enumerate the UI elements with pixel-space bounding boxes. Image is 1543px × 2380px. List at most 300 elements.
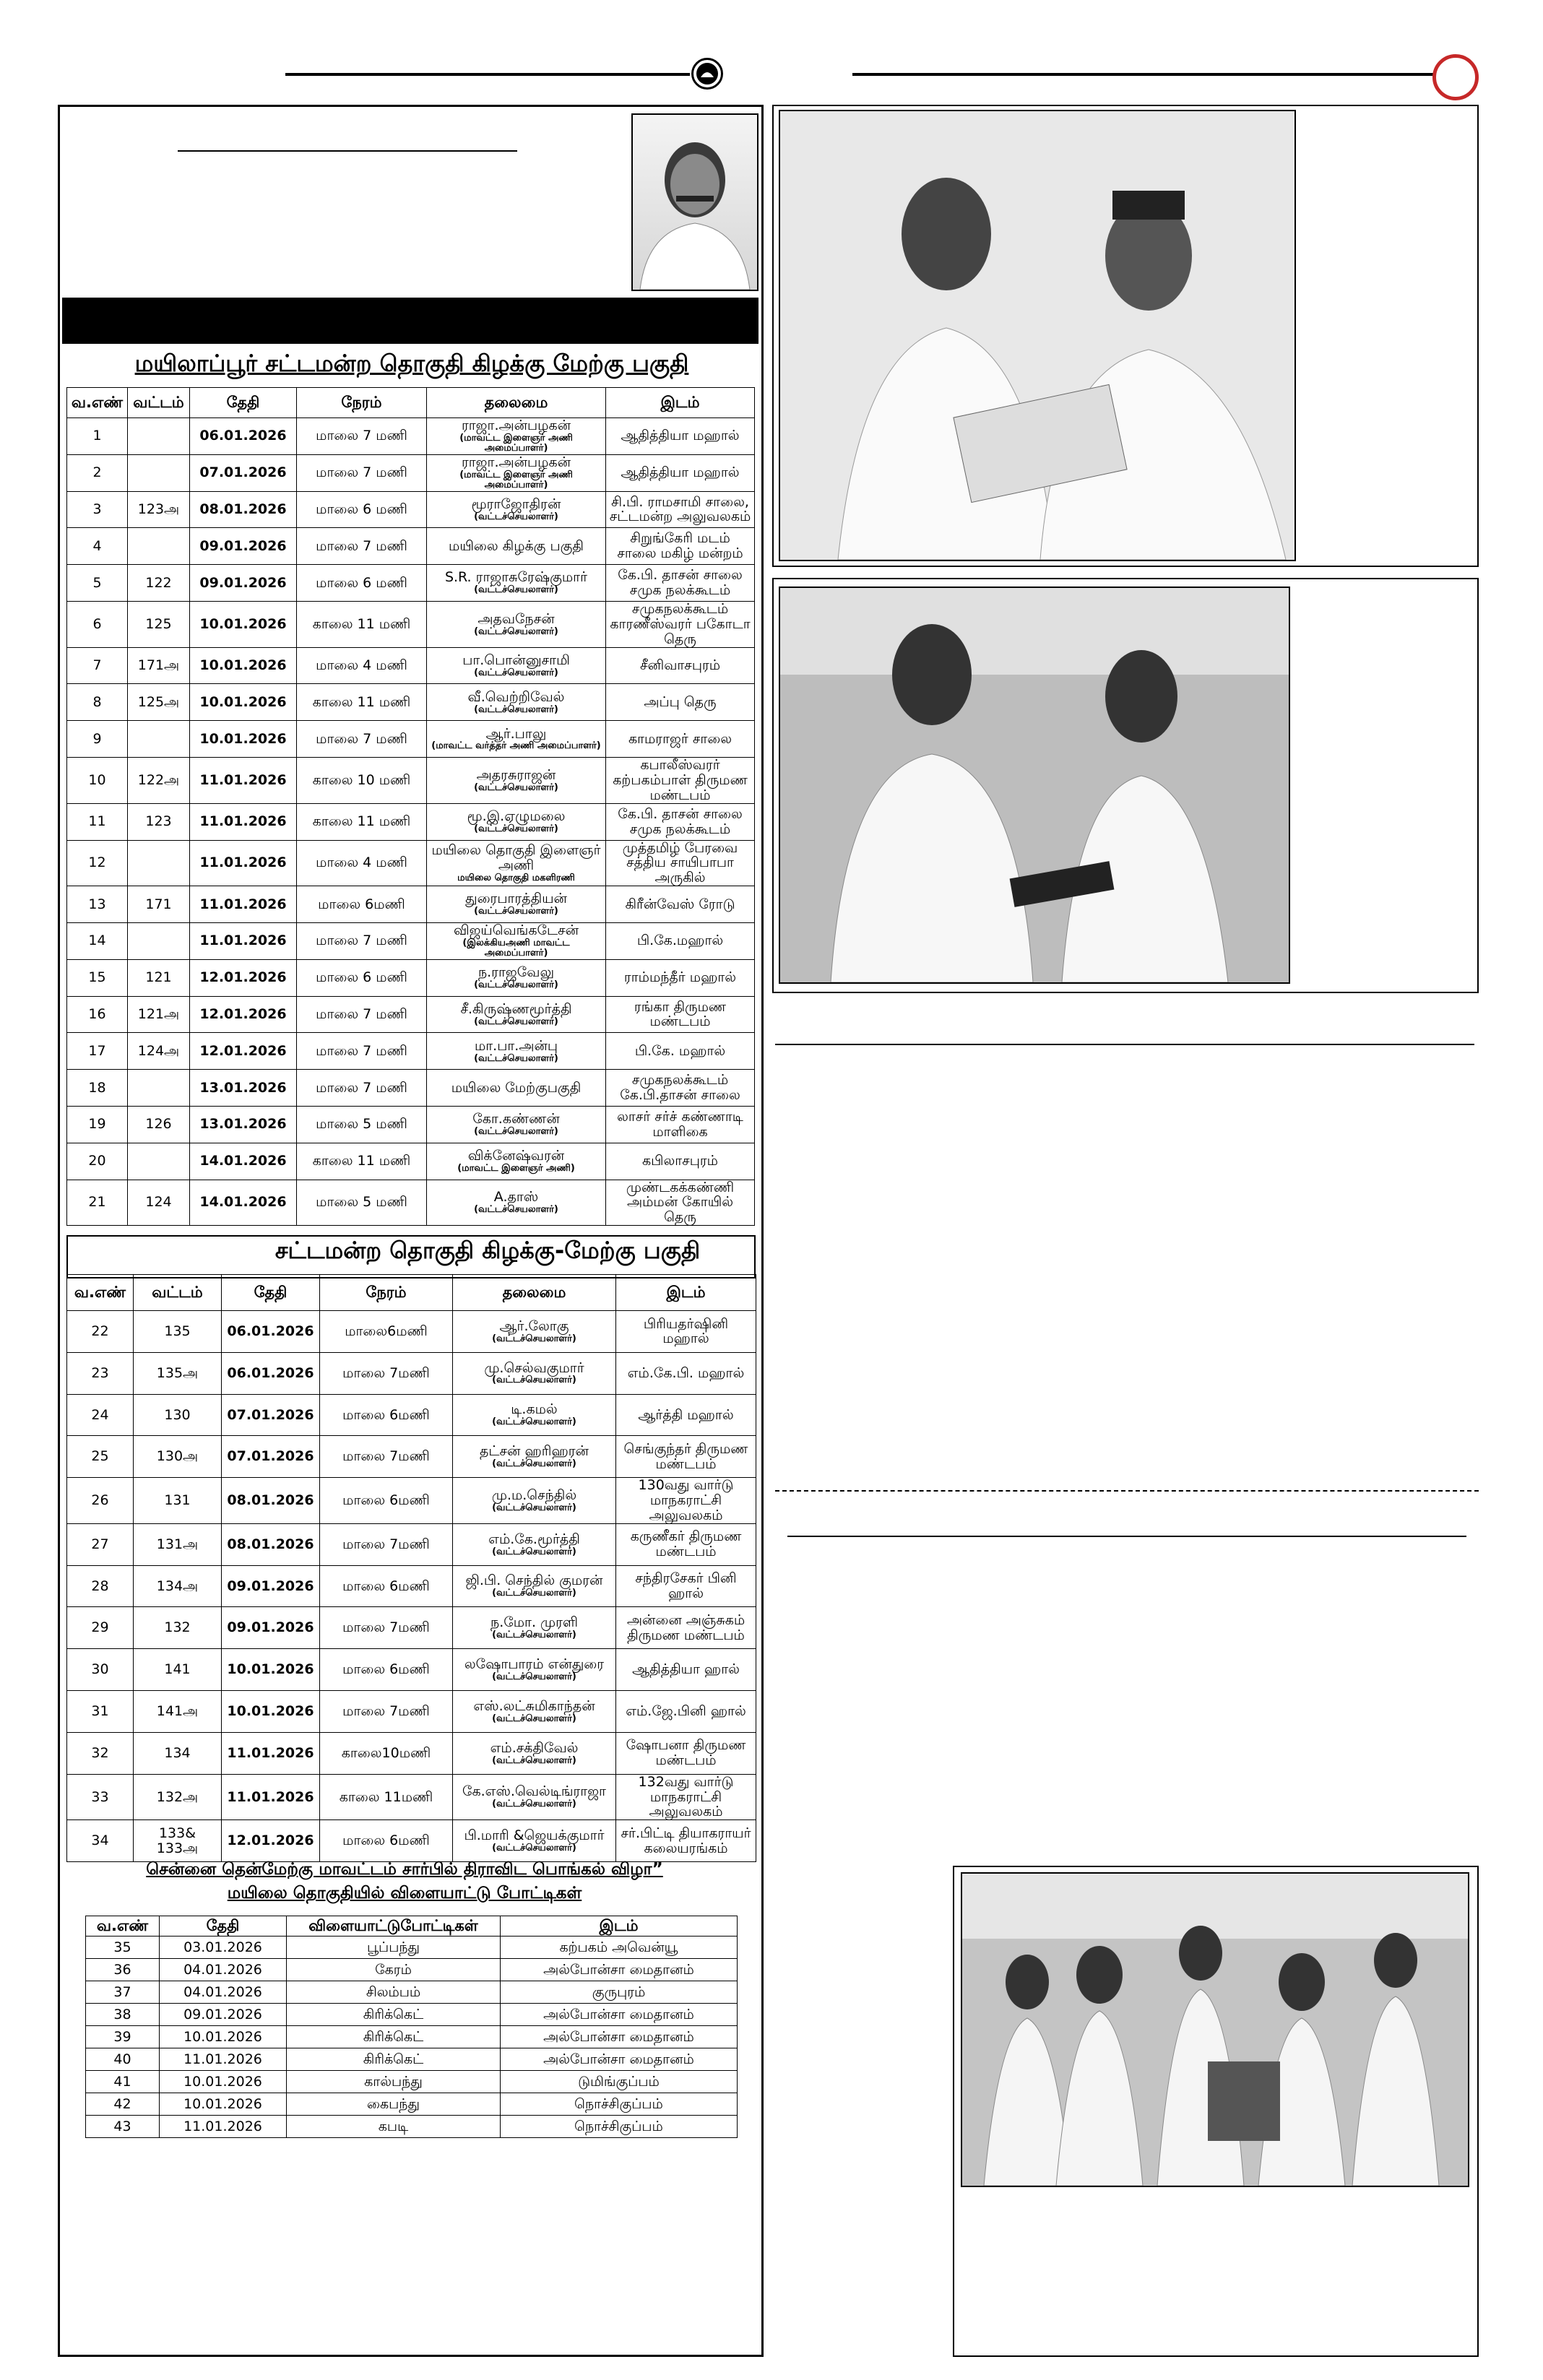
venue-cell: ஷோபனா திருமண மண்டபம் bbox=[616, 1732, 756, 1774]
sport-cell: கேரம் bbox=[287, 1959, 501, 1981]
row-number: 27 bbox=[67, 1523, 134, 1565]
table-row bbox=[67, 922, 755, 959]
chair-role: (வட்டச்செயலாளர்) bbox=[474, 979, 558, 990]
chair-role: (வட்டச்செயலாளர்) bbox=[492, 1671, 576, 1682]
time-cell: மாலை 7 மணி bbox=[297, 1033, 427, 1070]
row-number: 43 bbox=[86, 2116, 160, 2138]
chair-role: (வட்டச்செயலாளர்) bbox=[492, 1588, 576, 1599]
table-row bbox=[86, 2071, 738, 2093]
chair-cell bbox=[453, 1649, 616, 1691]
date-cell: 13.01.2026 bbox=[190, 1070, 297, 1107]
date-cell: 10.01.2026 bbox=[190, 721, 297, 758]
chair-role: (வட்டச்செயலாளர்) bbox=[474, 823, 558, 834]
time-cell: மாலை 7 மணி bbox=[297, 922, 427, 959]
venue-cell: காமராஜர் சாலை bbox=[606, 721, 755, 758]
time-cell: மாலை 6 மணி bbox=[297, 565, 427, 602]
photo-award-presentation bbox=[779, 110, 1296, 561]
schedule-table-2 bbox=[66, 1274, 756, 1862]
ward-cell: 122அ bbox=[128, 758, 190, 804]
time-cell: காலை 11 மணி bbox=[297, 684, 427, 721]
date-cell: 11.01.2026 bbox=[190, 922, 297, 959]
venue-cell: அல்போன்சா மைதானம் bbox=[501, 2004, 738, 2026]
chair-name: தட்சன் ஹரிஹரன் bbox=[480, 1443, 589, 1460]
table-row bbox=[67, 647, 755, 684]
row-number: 1 bbox=[67, 418, 128, 455]
date-cell: 03.01.2026 bbox=[160, 1937, 287, 1959]
time-cell: மாலை 6மணி bbox=[320, 1478, 453, 1524]
chair-role: (வட்டச்செயலாளர்) bbox=[492, 1416, 576, 1428]
venue-cell: அப்பு தெரு bbox=[606, 684, 755, 721]
chair-name: லஷோபாரம் என்துரை bbox=[464, 1656, 605, 1673]
ward-cell: 130 bbox=[134, 1394, 222, 1436]
time-cell: மாலை 5 மணி bbox=[297, 1180, 427, 1226]
chair-name: ந.மோ. முரளி bbox=[490, 1614, 578, 1631]
ward-cell bbox=[128, 721, 190, 758]
table-row bbox=[67, 1070, 755, 1107]
ward-cell: 131 bbox=[134, 1478, 222, 1524]
venue-cell: கிரீன்வேஸ் ரோடு bbox=[606, 886, 755, 923]
date-cell: 09.01.2026 bbox=[222, 1607, 320, 1649]
date-cell: 12.01.2026 bbox=[222, 1820, 320, 1862]
table-row bbox=[67, 1523, 756, 1565]
time-cell: மாலை 6 மணி bbox=[297, 491, 427, 528]
time-cell: மாலை 7 மணி bbox=[297, 996, 427, 1033]
table-row bbox=[86, 2004, 738, 2026]
time-cell: மாலை 7 மணி bbox=[297, 528, 427, 565]
time-cell: மாலை 5 மணி bbox=[297, 1106, 427, 1143]
chair-name: பா.பொன்னுசாமி bbox=[462, 652, 570, 668]
ward-cell: 125 bbox=[128, 601, 190, 647]
column-header: இடம் bbox=[606, 388, 755, 418]
time-cell: மாலை 7 மணி bbox=[297, 418, 427, 455]
date-cell: 11.01.2026 bbox=[160, 2048, 287, 2071]
sports-table bbox=[85, 1916, 738, 2138]
chair-cell bbox=[453, 1691, 616, 1733]
chair-cell bbox=[453, 1732, 616, 1774]
page-number-circle bbox=[1432, 54, 1479, 100]
chair-name: மயிலை மேற்குபகுதி bbox=[451, 1079, 582, 1096]
chair-role: (மாவட்ட வர்த்தர் அணி அமைப்பாளர்) bbox=[431, 740, 601, 752]
venue-cell: ஆர்த்தி மஹால் bbox=[616, 1394, 756, 1436]
date-cell: 10.01.2026 bbox=[160, 2071, 287, 2093]
date-cell: 10.01.2026 bbox=[190, 601, 297, 647]
table-row bbox=[67, 1478, 756, 1524]
venue-cell: ரங்கா திருமண மண்டபம் bbox=[606, 996, 755, 1033]
row-number: 16 bbox=[67, 996, 128, 1033]
right-rule-dashed bbox=[775, 1490, 1479, 1492]
venue-cell: கே.பி. தாசன் சாலை சமுக நலக்கூடம் bbox=[606, 803, 755, 840]
table-row bbox=[67, 1033, 755, 1070]
time-cell: காலை 11 மணி bbox=[297, 601, 427, 647]
ward-cell: 132அ bbox=[134, 1774, 222, 1820]
venue-cell: பி.கே.மஹால் bbox=[606, 922, 755, 959]
row-number: 28 bbox=[67, 1565, 134, 1607]
ward-cell: 171 bbox=[128, 886, 190, 923]
ward-cell: 123 bbox=[128, 803, 190, 840]
venue-cell: சமுகநலக்கூடம் கே.பி.தாசன் சாலை bbox=[606, 1070, 755, 1107]
chair-cell bbox=[453, 1352, 616, 1394]
photo-group-gift bbox=[961, 1872, 1469, 2187]
column-header: வ.எண் bbox=[67, 388, 128, 418]
row-number: 39 bbox=[86, 2026, 160, 2048]
venue-cell: 130வது வார்டு மாநகராட்சி அலுவலகம் bbox=[616, 1478, 756, 1524]
ward-cell: 133& 133அ bbox=[134, 1820, 222, 1862]
venue-cell: நொச்சிகுப்பம் bbox=[501, 2116, 738, 2138]
row-number: 4 bbox=[67, 528, 128, 565]
row-number: 40 bbox=[86, 2048, 160, 2071]
chair-name: ஆர்.லோகு bbox=[499, 1317, 569, 1334]
date-cell: 12.01.2026 bbox=[190, 1033, 297, 1070]
ward-cell bbox=[128, 840, 190, 886]
date-cell: 06.01.2026 bbox=[222, 1352, 320, 1394]
venue-cell: சர்.பிட்டி தியாகராயர் கலையரங்கம் bbox=[616, 1820, 756, 1862]
row-number: 3 bbox=[67, 491, 128, 528]
party-emblem-icon bbox=[691, 58, 723, 90]
chair-role: (வட்டச்செயலாளர்) bbox=[492, 1375, 576, 1386]
chair-name: S.R. ராஜாசுரேஷ்குமார் bbox=[444, 569, 588, 586]
date-cell: 08.01.2026 bbox=[222, 1478, 320, 1524]
date-cell: 12.01.2026 bbox=[190, 996, 297, 1033]
chair-name: வீ.வெற்றிவேல் bbox=[467, 688, 565, 705]
chair-role: (வட்டச்செயலாளர்) bbox=[492, 1502, 576, 1513]
chair-cell bbox=[427, 1070, 606, 1107]
chair-name: கே.எஸ்.வெல்டிங்ராஜா bbox=[462, 1783, 606, 1800]
table-row bbox=[67, 1180, 755, 1226]
chair-role: (வட்டச்செயலாளர்) bbox=[474, 1052, 558, 1064]
chair-cell bbox=[427, 647, 606, 684]
ward-cell: 131அ bbox=[134, 1523, 222, 1565]
ward-cell bbox=[128, 1070, 190, 1107]
time-cell: மாலை 6மணி bbox=[320, 1394, 453, 1436]
table-row bbox=[67, 840, 755, 886]
ward-cell: 123அ bbox=[128, 491, 190, 528]
time-cell: காலை 11 மணி bbox=[297, 803, 427, 840]
chair-name: ஜி.பி. செந்தில் குமரன் bbox=[465, 1572, 603, 1589]
chair-role: (மாவட்ட இளைஞர் அணி அமைப்பாளர்) bbox=[459, 469, 573, 491]
column-header: இடம் bbox=[501, 1916, 738, 1937]
ward-cell: 132 bbox=[134, 1607, 222, 1649]
chair-role: (வட்டச்செயலாளர்) bbox=[492, 1458, 576, 1470]
chair-cell bbox=[427, 959, 606, 996]
date-cell: 11.01.2026 bbox=[190, 886, 297, 923]
date-cell: 08.01.2026 bbox=[190, 491, 297, 528]
chair-role: (வட்டச்செயலாளர்) bbox=[492, 1754, 576, 1766]
time-cell: மாலை 4 மணி bbox=[297, 840, 427, 886]
column-header: தலைமை bbox=[427, 388, 606, 418]
chair-name: டி.கமல் bbox=[511, 1401, 558, 1418]
chair-name: துரைபாரத்தியன் bbox=[465, 891, 567, 907]
row-number: 14 bbox=[67, 922, 128, 959]
date-cell: 10.01.2026 bbox=[160, 2093, 287, 2116]
venue-cell: சந்திரசேகர் பினி ஹால் bbox=[616, 1565, 756, 1607]
chair-name: கோ.கண்ணன் bbox=[472, 1111, 560, 1128]
chair-role: (வட்டச்செயலாளர்) bbox=[474, 1126, 558, 1138]
time-cell: மாலை 4 மணி bbox=[297, 647, 427, 684]
date-cell: 11.01.2026 bbox=[160, 2116, 287, 2138]
date-cell: 09.01.2026 bbox=[190, 565, 297, 602]
venue-cell: பிரியதர்ஷினி மஹால் bbox=[616, 1311, 756, 1353]
ward-cell: 141 bbox=[134, 1649, 222, 1691]
row-number: 38 bbox=[86, 2004, 160, 2026]
ward-cell bbox=[128, 1143, 190, 1180]
chair-name: எம்.கே.மூர்த்தி bbox=[488, 1531, 580, 1547]
time-cell: மாலை 7மணி bbox=[320, 1607, 453, 1649]
sport-cell: கிரிக்கெட் bbox=[287, 2004, 501, 2026]
table-row bbox=[86, 2093, 738, 2116]
chair-cell bbox=[427, 803, 606, 840]
table-row bbox=[67, 886, 755, 923]
chair-cell bbox=[453, 1607, 616, 1649]
time-cell: காலை 10 மணி bbox=[297, 758, 427, 804]
ward-cell: 124 bbox=[128, 1180, 190, 1226]
ward-cell bbox=[128, 454, 190, 491]
date-cell: 11.01.2026 bbox=[190, 803, 297, 840]
row-number: 26 bbox=[67, 1478, 134, 1524]
chair-name: பி.மாரி &ஜெயக்குமார் bbox=[464, 1827, 605, 1844]
ward-cell: 135அ bbox=[134, 1352, 222, 1394]
row-number: 7 bbox=[67, 647, 128, 684]
venue-cell: முத்தமிழ் பேரவை சத்திய சாயிபாபா அருகில் bbox=[606, 840, 755, 886]
ward-cell: 134அ bbox=[134, 1565, 222, 1607]
table-row bbox=[67, 1565, 756, 1607]
table-row bbox=[67, 1732, 756, 1774]
table-row bbox=[67, 959, 755, 996]
table-row bbox=[86, 2116, 738, 2138]
venue-cell: டுமிங்குப்பம் bbox=[501, 2071, 738, 2093]
venue-cell: சிறுங்கேரி மடம் சாலை மகிழ் மன்றம் bbox=[606, 528, 755, 565]
venue-cell: முண்டகக்கண்ணி அம்மன் கோயில் தெரு bbox=[606, 1180, 755, 1226]
column-header: வ.எண் bbox=[86, 1916, 160, 1937]
time-cell: மாலை 6மணி bbox=[297, 886, 427, 923]
time-cell: மாலை 7மணி bbox=[320, 1523, 453, 1565]
ward-cell bbox=[128, 418, 190, 455]
venue-cell: சீனிவாசபுரம் bbox=[606, 647, 755, 684]
date-cell: 09.01.2026 bbox=[190, 528, 297, 565]
chair-name: A.தாஸ் bbox=[493, 1189, 539, 1206]
venue-cell: 132வது வார்டு மாநகராட்சி அலுவலகம் bbox=[616, 1774, 756, 1820]
chair-cell bbox=[427, 565, 606, 602]
table-row bbox=[67, 601, 755, 647]
time-cell: மாலை 7மணி bbox=[320, 1691, 453, 1733]
venue-cell: ஆதித்தியா மஹால் bbox=[606, 454, 755, 491]
column-header: நேரம் bbox=[297, 388, 427, 418]
venue-cell: அல்போன்சா மைதானம் bbox=[501, 2048, 738, 2071]
chair-cell bbox=[427, 491, 606, 528]
ward-cell: 171அ bbox=[128, 647, 190, 684]
chair-role: (வட்டச்செயலாளர்) bbox=[492, 1333, 576, 1344]
row-number: 5 bbox=[67, 565, 128, 602]
chair-cell bbox=[453, 1565, 616, 1607]
row-number: 10 bbox=[67, 758, 128, 804]
schedule-table-1 bbox=[66, 387, 755, 1226]
date-cell: 09.01.2026 bbox=[222, 1565, 320, 1607]
table-row bbox=[67, 684, 755, 721]
row-number: 23 bbox=[67, 1352, 134, 1394]
chair-cell bbox=[427, 721, 606, 758]
venue-cell: நொச்சிகுப்பம் bbox=[501, 2093, 738, 2116]
chair-role: (வட்டச்செயலாளர்) bbox=[474, 511, 558, 522]
row-number: 6 bbox=[67, 601, 128, 647]
chair-role: (வட்டச்செயலாளர்) bbox=[492, 1630, 576, 1641]
table-row bbox=[67, 1143, 755, 1180]
header-rule-right bbox=[852, 73, 1436, 76]
chair-name: விஜய்வெங்கடேசன் bbox=[453, 922, 579, 939]
chair-role: (வட்டச்செயலாளர்) bbox=[492, 1546, 576, 1557]
chair-name: மூ.இ.ஏழுமலை bbox=[467, 808, 566, 825]
row-number: 25 bbox=[67, 1436, 134, 1478]
date-cell: 11.01.2026 bbox=[190, 758, 297, 804]
column-header: தேதி bbox=[160, 1916, 287, 1937]
chair-cell bbox=[427, 601, 606, 647]
chair-role: (வட்டச்செயலாளர்) bbox=[474, 704, 558, 715]
chair-cell bbox=[427, 1143, 606, 1180]
chair-cell bbox=[427, 1106, 606, 1143]
venue-cell: செங்குந்தர் திருமண மண்டபம் bbox=[616, 1436, 756, 1478]
chair-name: எஸ்.லட்சுமிகாந்தன் bbox=[473, 1697, 595, 1714]
date-cell: 07.01.2026 bbox=[222, 1436, 320, 1478]
black-banner bbox=[62, 298, 758, 344]
date-cell: 10.01.2026 bbox=[190, 647, 297, 684]
table-row bbox=[86, 1937, 738, 1959]
date-cell: 10.01.2026 bbox=[190, 684, 297, 721]
table-row bbox=[86, 2026, 738, 2048]
chair-cell bbox=[427, 886, 606, 923]
time-cell: காலை 11மணி bbox=[320, 1774, 453, 1820]
date-cell: 10.01.2026 bbox=[160, 2026, 287, 2048]
table-row bbox=[67, 1352, 756, 1394]
table-row bbox=[67, 1106, 755, 1143]
chair-name: சீ.கிருஷ்ணமூர்த்தி bbox=[460, 1000, 572, 1017]
chair-cell bbox=[427, 922, 606, 959]
row-number: 24 bbox=[67, 1394, 134, 1436]
chair-role: (வட்டச்செயலாளர்) bbox=[474, 667, 558, 678]
table-row bbox=[67, 454, 755, 491]
date-cell: 04.01.2026 bbox=[160, 1959, 287, 1981]
chair-name: விக்னேஷ்வரன் bbox=[467, 1148, 565, 1164]
venue-cell: குருபுரம் bbox=[501, 1981, 738, 2004]
time-cell: மாலை 6மணி bbox=[320, 1649, 453, 1691]
chair-cell bbox=[427, 1180, 606, 1226]
chair-role: (மாவட்ட இளைஞர் அணி அமைப்பாளர்) bbox=[459, 433, 573, 454]
venue-cell: எம்.கே.பி. மஹால் bbox=[616, 1352, 756, 1394]
chair-name: ராஜா.அன்பழகன் bbox=[461, 417, 571, 434]
portrait-photo bbox=[631, 113, 758, 291]
row-number: 12 bbox=[67, 840, 128, 886]
row-number: 17 bbox=[67, 1033, 128, 1070]
column-header: தலைமை bbox=[453, 1275, 616, 1311]
row-number: 36 bbox=[86, 1959, 160, 1981]
chair-role: (வட்டச்செயலாளர்) bbox=[474, 782, 558, 793]
chair-name: மயிலை தொகுதி இளைஞர் அணி bbox=[431, 841, 601, 873]
ward-cell: 135 bbox=[134, 1311, 222, 1353]
table-row bbox=[86, 2048, 738, 2071]
table-row bbox=[67, 565, 755, 602]
row-number: 11 bbox=[67, 803, 128, 840]
row-number: 42 bbox=[86, 2093, 160, 2116]
ward-cell: 124அ bbox=[128, 1033, 190, 1070]
chair-name: ராஜா.அன்பழகன் bbox=[461, 454, 571, 470]
chair-cell bbox=[427, 840, 606, 886]
table-row bbox=[67, 1774, 756, 1820]
venue-cell: கபிலாசபுரம் bbox=[606, 1143, 755, 1180]
photo-book-presentation bbox=[779, 587, 1290, 984]
ward-cell: 126 bbox=[128, 1106, 190, 1143]
sport-cell: கிரிக்கெட் bbox=[287, 2026, 501, 2048]
date-cell: 12.01.2026 bbox=[190, 959, 297, 996]
chair-name: மு.செல்வகுமார் bbox=[484, 1359, 584, 1376]
time-cell: மாலை 6 மணி bbox=[297, 959, 427, 996]
ward-cell: 130அ bbox=[134, 1436, 222, 1478]
ward-cell: 121 bbox=[128, 959, 190, 996]
time-cell: காலை 11 மணி bbox=[297, 1143, 427, 1180]
ward-cell: 141அ bbox=[134, 1691, 222, 1733]
venue-cell: அல்போன்சா மைதானம் bbox=[501, 1959, 738, 1981]
row-number: 34 bbox=[67, 1820, 134, 1862]
table-row bbox=[86, 1959, 738, 1981]
ward-cell bbox=[128, 528, 190, 565]
table-row bbox=[67, 803, 755, 840]
venue-cell: அன்னை அஞ்சுகம் திருமண மண்டபம் bbox=[616, 1607, 756, 1649]
time-cell: மாலை 7 மணி bbox=[297, 721, 427, 758]
table-row bbox=[67, 1394, 756, 1436]
table1-title: மயிலாப்பூர் சட்டமன்ற தொகுதி கிழக்கு மேற்கு பகுதி bbox=[134, 350, 689, 377]
venue-cell: ஆதித்தியா மஹால் bbox=[606, 418, 755, 455]
chair-cell bbox=[427, 1033, 606, 1070]
table-row bbox=[86, 1981, 738, 2004]
chair-role: (வட்டச்செயலாளர்) bbox=[492, 1843, 576, 1853]
column-header: வ.எண் bbox=[67, 1275, 134, 1311]
sport-cell: கால்பந்து bbox=[287, 2071, 501, 2093]
chair-role: (இலக்கியஅணி மாவட்ட அமைப்பாளர்) bbox=[462, 938, 570, 959]
row-number: 22 bbox=[67, 1311, 134, 1353]
ward-cell bbox=[128, 922, 190, 959]
sport-cell: கபடி bbox=[287, 2116, 501, 2138]
venue-cell: லாசர் சர்ச் கண்ணாடி மாளிகை bbox=[606, 1106, 755, 1143]
date-cell: 06.01.2026 bbox=[190, 418, 297, 455]
column-header: வட்டம் bbox=[128, 388, 190, 418]
time-cell: மாலை 6மணி bbox=[320, 1820, 453, 1862]
ward-cell: 121அ bbox=[128, 996, 190, 1033]
table-row bbox=[67, 528, 755, 565]
chair-name: மயிலை கிழக்கு பகுதி bbox=[449, 537, 584, 554]
chair-cell bbox=[427, 418, 606, 455]
date-cell: 10.01.2026 bbox=[222, 1649, 320, 1691]
chair-name: எம்.சக்திவேல் bbox=[490, 1739, 579, 1756]
time-cell: மாலை 7 மணி bbox=[297, 1070, 427, 1107]
chair-role: (மாவட்ட இளைஞர் அணி) bbox=[457, 1162, 575, 1174]
chair-cell bbox=[427, 454, 606, 491]
sport-cell: பூப்பந்து bbox=[287, 1937, 501, 1959]
headline-rule bbox=[178, 150, 517, 152]
chair-cell bbox=[453, 1774, 616, 1820]
row-number: 13 bbox=[67, 886, 128, 923]
date-cell: 09.01.2026 bbox=[160, 2004, 287, 2026]
chair-name: மா.பா.அன்பு bbox=[474, 1037, 558, 1054]
table-row bbox=[67, 996, 755, 1033]
column-header: தேதி bbox=[222, 1275, 320, 1311]
time-cell: மாலை6மணி bbox=[320, 1311, 453, 1353]
table-row bbox=[67, 491, 755, 528]
sport-cell: சிலம்பம் bbox=[287, 1981, 501, 2004]
ward-cell: 122 bbox=[128, 565, 190, 602]
row-number: 31 bbox=[67, 1691, 134, 1733]
column-header: தேதி bbox=[190, 388, 297, 418]
row-number: 33 bbox=[67, 1774, 134, 1820]
venue-cell: கருணீகர் திருமண மண்டபம் bbox=[616, 1523, 756, 1565]
table-row bbox=[67, 1436, 756, 1478]
chair-name: மு.ம.செந்தில் bbox=[491, 1487, 577, 1503]
row-number: 37 bbox=[86, 1981, 160, 2004]
